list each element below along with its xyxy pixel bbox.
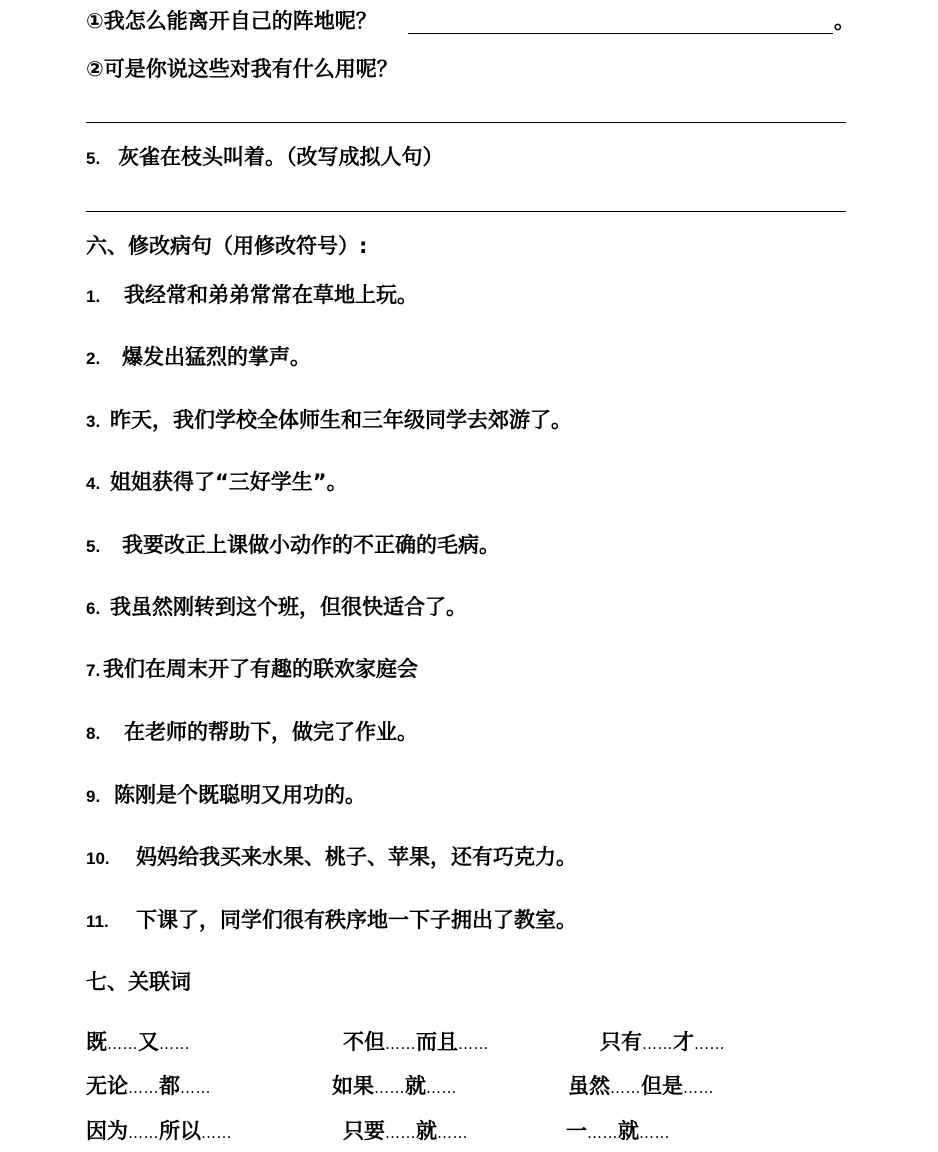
q4-line2-answer-line[interactable] bbox=[86, 122, 846, 123]
ellipsis: …… bbox=[159, 1035, 190, 1053]
ellipsis: …… bbox=[694, 1035, 725, 1053]
ellipsis: …… bbox=[587, 1124, 618, 1142]
pair-first: 如果 bbox=[332, 1074, 374, 1098]
conjunction-pair bbox=[86, 1073, 211, 1101]
item-text: 我们在周末开了有趣的联欢家庭会 bbox=[103, 657, 418, 681]
q4-line1-end: 。 bbox=[834, 9, 855, 33]
section6-item-3 bbox=[86, 407, 572, 435]
pair-second: 所以 bbox=[159, 1119, 201, 1143]
item-number: 9. bbox=[86, 787, 101, 806]
q4-line1: ①我怎么能离开自己的阵地呢？ bbox=[86, 9, 377, 33]
item-text: 爆发出猛烈的掌声。 bbox=[122, 345, 311, 369]
conjunction-pair bbox=[86, 1118, 232, 1146]
item-number: 2. bbox=[86, 349, 101, 368]
conjunction-pair bbox=[600, 1029, 725, 1057]
ellipsis: …… bbox=[201, 1124, 232, 1142]
pair-second: 就 bbox=[416, 1119, 437, 1143]
ellipsis: …… bbox=[385, 1035, 416, 1053]
ellipsis: …… bbox=[374, 1079, 405, 1097]
section6-item-4 bbox=[86, 469, 348, 497]
section6-item-8 bbox=[86, 719, 418, 747]
pair-second: 都 bbox=[159, 1074, 180, 1098]
ellipsis: …… bbox=[458, 1035, 489, 1053]
q4-line2: ②可是你说这些对我有什么用呢？ bbox=[86, 57, 398, 81]
conjunction-pair bbox=[343, 1029, 489, 1057]
section6-item-2 bbox=[86, 344, 311, 372]
ellipsis: …… bbox=[426, 1079, 457, 1097]
section6-item-6 bbox=[86, 594, 467, 622]
q5-text: 灰雀在枝头叫着。（改写成拟人句） bbox=[118, 145, 444, 169]
item-number: 3. bbox=[86, 412, 101, 431]
pair-second: 而且 bbox=[416, 1030, 458, 1054]
ellipsis: …… bbox=[128, 1079, 159, 1097]
item-text: 我经常和弟弟常常在草地上玩。 bbox=[124, 283, 418, 307]
ellipsis: …… bbox=[639, 1124, 670, 1142]
item-number: 8. bbox=[86, 724, 101, 743]
q5-number: 5. bbox=[86, 149, 101, 168]
item-text: 陈刚是个既聪明又用功的。 bbox=[114, 783, 366, 807]
item-text: 姐姐获得了“三好学生”。 bbox=[110, 470, 348, 494]
conjunction-pair bbox=[332, 1073, 457, 1101]
pair-first: 不但 bbox=[343, 1030, 385, 1054]
ellipsis: …… bbox=[180, 1079, 211, 1097]
item-number: 11. bbox=[86, 912, 109, 931]
item-number: 6. bbox=[86, 599, 101, 618]
ellipsis: …… bbox=[107, 1035, 138, 1053]
pair-first: 无论 bbox=[86, 1074, 128, 1098]
item-number: 10. bbox=[86, 849, 110, 868]
conjunction-pair bbox=[86, 1029, 190, 1057]
pair-first: 虽然 bbox=[568, 1074, 610, 1098]
conjunction-pair bbox=[343, 1118, 468, 1146]
pair-second: 就 bbox=[405, 1074, 426, 1098]
pair-first: 只要 bbox=[343, 1119, 385, 1143]
ellipsis: …… bbox=[683, 1079, 714, 1097]
section6-title: 六、修改病句（用修改符号）: bbox=[86, 234, 368, 258]
item-text: 昨天，我们学校全体师生和三年级同学去郊游了。 bbox=[110, 408, 572, 432]
item-text: 我要改正上课做小动作的不正确的毛病。 bbox=[122, 533, 500, 557]
ellipsis: …… bbox=[437, 1124, 468, 1142]
q4-line1-answer-line[interactable] bbox=[408, 33, 833, 34]
item-text: 下课了，同学们很有秩序地一下子拥出了教室。 bbox=[136, 908, 577, 932]
item-text: 妈妈给我买来水果、桃子、苹果，还有巧克力。 bbox=[136, 845, 577, 869]
section6-item-1 bbox=[86, 282, 418, 310]
item-number: 7. bbox=[86, 661, 101, 680]
section6-item-10 bbox=[86, 844, 577, 872]
ellipsis: …… bbox=[610, 1079, 641, 1097]
pair-second: 又 bbox=[138, 1030, 159, 1054]
pair-first: 因为 bbox=[86, 1119, 128, 1143]
conjunction-pair bbox=[568, 1073, 714, 1101]
pair-second: 但是 bbox=[641, 1074, 683, 1098]
pair-second: 才 bbox=[673, 1030, 694, 1054]
pair-first: 只有 bbox=[600, 1030, 642, 1054]
section6-item-5 bbox=[86, 532, 500, 560]
conjunction-pair bbox=[566, 1118, 670, 1146]
section7-title: 七、关联词 bbox=[86, 970, 191, 994]
q5-answer-line[interactable] bbox=[86, 211, 846, 212]
ellipsis: …… bbox=[128, 1124, 159, 1142]
item-number: 5. bbox=[86, 537, 101, 556]
item-text: 在老师的帮助下，做完了作业。 bbox=[124, 720, 418, 744]
item-text: 我虽然刚转到这个班，但很快适合了。 bbox=[110, 595, 467, 619]
pair-first: 一 bbox=[566, 1119, 587, 1143]
section6-item-7 bbox=[86, 656, 418, 684]
ellipsis: …… bbox=[642, 1035, 673, 1053]
item-number: 1. bbox=[86, 287, 101, 306]
section6-item-11 bbox=[86, 907, 577, 935]
section6-item-9 bbox=[86, 782, 366, 810]
pair-first: 既 bbox=[86, 1030, 107, 1054]
item-number: 4. bbox=[86, 474, 101, 493]
q5-item bbox=[86, 144, 444, 172]
pair-second: 就 bbox=[618, 1119, 639, 1143]
ellipsis: …… bbox=[385, 1124, 416, 1142]
